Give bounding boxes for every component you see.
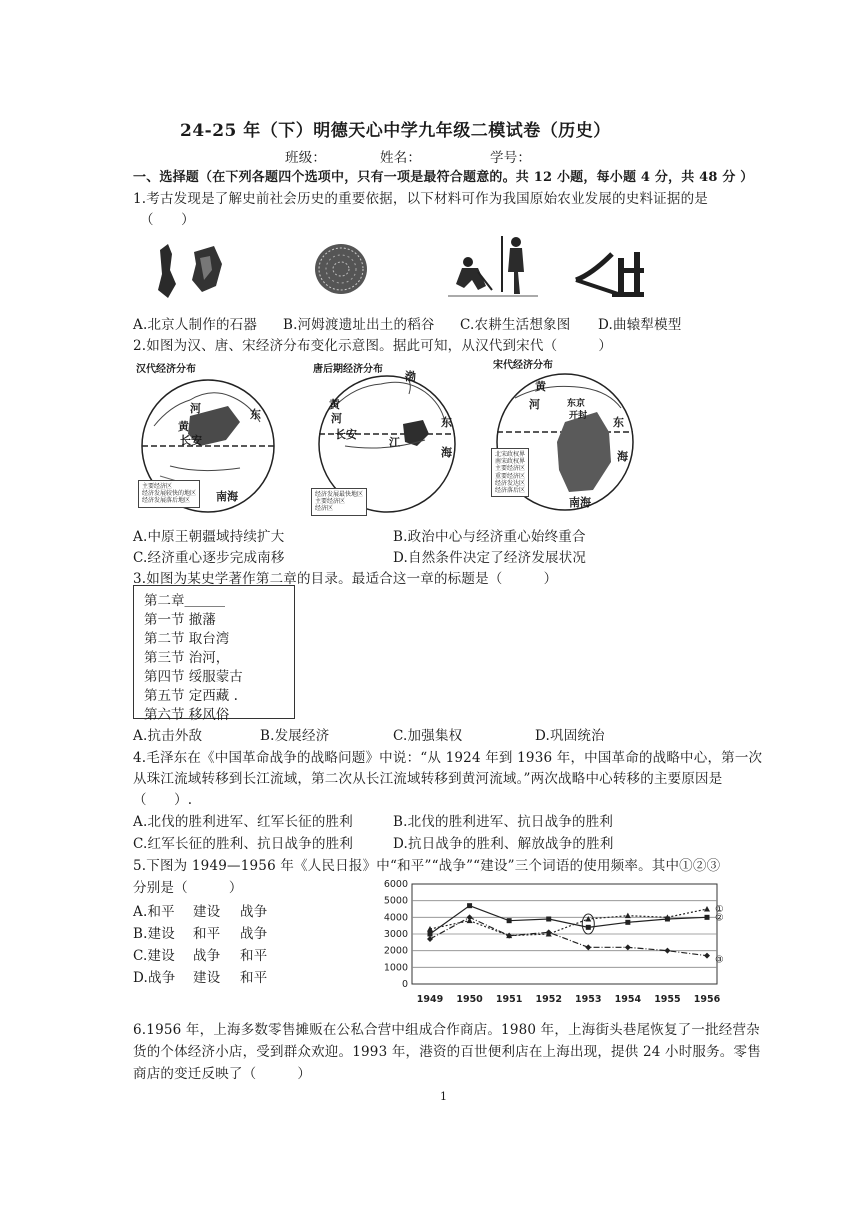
song-label-river: 河 (529, 398, 540, 411)
q6-stem-line1: 6.1956 年，上海多数零售摊贩在公私合营中组成合作商店。1980 年，上海街头巷尾恢复了一批经营杂 (133, 1022, 760, 1038)
data-point (546, 917, 551, 922)
q5-option-d-1: D.战争 (133, 970, 176, 986)
toc-section: 第四节 绥服蒙古 (144, 669, 243, 685)
han-label-east: 东 (250, 408, 261, 421)
q5-option-c-2: 战争 (193, 948, 221, 964)
farming-scene-image (448, 232, 538, 302)
q4-option-c: C.红军长征的胜利、抗日战争的胜利 (133, 836, 354, 852)
x-tick-label: 1950 (456, 994, 483, 1005)
y-tick-label: 3000 (383, 929, 408, 940)
q2-stem: 2.如图为汉、唐、宋经济分布变化示意图。据此可知，从汉代到宋代（ ） (133, 338, 613, 354)
word-frequency-line-chart (372, 876, 742, 1010)
page-number: 1 (440, 1090, 448, 1103)
name-label: 姓名： (380, 150, 422, 166)
q5-stem-line2: 分别是（ ） (133, 880, 243, 896)
q3-option-b: B.发展经济 (260, 728, 330, 744)
x-tick-label: 1951 (495, 994, 523, 1005)
song-legend-item: 经济落后区 (495, 487, 526, 495)
song-label-dongjing: 东京 (567, 399, 586, 409)
tang-label-east: 东 (441, 416, 452, 429)
song-economy-map (485, 352, 645, 520)
song-legend-item: 主要经济区 (495, 465, 526, 473)
song-map-legend (491, 448, 529, 497)
tang-label-changan: 长安 (335, 428, 357, 441)
curved-plow-image (572, 244, 652, 300)
data-point (704, 953, 710, 959)
x-tick-label: 1956 (693, 994, 721, 1005)
number-label: 学号： (490, 150, 532, 166)
q2-option-a: A.中原王朝疆域持续扩大 (133, 529, 285, 545)
tang-label-sea: 海 (441, 446, 452, 459)
y-tick-label: 6000 (383, 879, 408, 890)
q1-option-b: B.河姆渡遗址出土的稻谷 (283, 317, 435, 333)
y-tick-label: 4000 (383, 912, 408, 924)
han-label-changan: 长安 (180, 434, 202, 447)
q5-option-b-1: B.建设 (133, 926, 176, 942)
q5-option-a-2: 建设 (193, 904, 221, 920)
x-tick-label: 1955 (654, 994, 681, 1005)
tang-map-legend (311, 488, 367, 516)
q5-stem-line1: 5.下图为 1949—1956 年《人民日报》中“和平”“战争”“建设”三个词语的使用频率。其中①②③ (133, 858, 721, 874)
q4-option-a: A.北伐的胜利进军、红军长征的胜利 (133, 814, 353, 830)
exam-title: 24-25 年（下）明德天心中学九年级二模试卷（历史） (180, 121, 611, 141)
q6-stem-line2: 货的个体经济小店，受到群众欢迎。1993 年，港资的百世便利店在上海出现，提供 24 小时服务。零售 (133, 1044, 761, 1060)
series-label: ③ (715, 954, 724, 966)
data-point (704, 906, 710, 912)
data-point (427, 926, 433, 932)
chapter-contents-box (133, 585, 295, 723)
tang-map-title: 唐后期经济分布 (313, 364, 383, 375)
q5-option-b-3: 战争 (240, 926, 268, 942)
x-tick-label: 1949 (416, 994, 444, 1005)
y-tick-label: 0 (401, 979, 408, 990)
song-legend-item: 南宋政权界 (495, 458, 526, 466)
tang-label-bo: 渤 (405, 370, 416, 383)
q2-option-d: D.自然条件决定了经济发展状况 (393, 550, 587, 566)
han-legend-item: 经济发展落后地区 (142, 497, 191, 505)
q4-option-d: D.抗日战争的胜利、解放战争的胜利 (393, 836, 614, 852)
song-label-east: 东 (613, 416, 624, 429)
song-legend-item: 重要经济区 (495, 472, 526, 480)
tang-legend-item: 经济发展最快地区 (315, 491, 364, 498)
han-map-title: 汉代经济分布 (136, 364, 196, 375)
data-point (665, 917, 670, 922)
song-legend-item: 经济发达区 (495, 479, 526, 487)
y-tick-label: 1000 (383, 962, 408, 974)
han-label-river: 河 (190, 402, 201, 415)
data-point (586, 925, 591, 930)
han-economy-map (130, 356, 285, 516)
q6-stem-line3: 商店的变迁反映了（ ） (133, 1066, 312, 1082)
series-label: ② (715, 912, 724, 924)
data-point (625, 913, 631, 919)
song-label-sea: 海 (617, 450, 628, 463)
x-tick-label: 1953 (575, 994, 602, 1005)
q5-option-c-1: C.建设 (133, 948, 175, 964)
tang-label-river: 河 (331, 412, 342, 425)
q4-stem-line3: （ ）. (133, 792, 193, 808)
data-point (507, 918, 512, 923)
toc-section: 第一节 撤藩 (144, 612, 216, 628)
data-point (585, 944, 591, 950)
q5-option-a-3: 战争 (240, 904, 268, 920)
data-point (428, 932, 433, 937)
tang-label-jiang: 江 (389, 436, 400, 449)
q5-option-b-2: 和平 (193, 926, 221, 942)
data-point (467, 903, 472, 908)
q5-option-d-3: 和平 (240, 970, 268, 986)
tang-legend-item: 经济区 (315, 505, 334, 513)
q3-option-c: C.加强集权 (393, 728, 463, 744)
han-map-legend (138, 480, 200, 508)
series-label: ① (715, 904, 724, 915)
song-label-southsea: 南海 (569, 496, 591, 509)
toc-section: 第三节 治河， (144, 650, 230, 666)
data-point (427, 936, 433, 942)
q3-option-a: A.抗击外敌 (133, 728, 203, 744)
q4-stem-line1: 4.毛泽东在《中国革命战争的战略问题》中说：“从 1924 年到 1936 年，中国革命的战略中心，第一次 (133, 750, 763, 766)
toc-section: 第五节 定西藏 . (144, 688, 238, 704)
q2-option-b: B.政治中心与经济重心始终重合 (393, 529, 586, 545)
han-label-southsea: 南海 (216, 490, 238, 503)
q4-stem-line2: 从珠江流域转移到长江流域，第二次从长江流域转移到黄河流域。”两次战略中心转移的主要原因是 (133, 771, 723, 787)
toc-section: 第二节 取台湾 (144, 631, 230, 647)
data-point (664, 948, 670, 954)
song-label-kaifeng: 开封 (569, 411, 588, 421)
data-point (585, 916, 591, 922)
q2-option-c: C.经济重心逐步完成南移 (133, 550, 285, 566)
q1-stem-line1: 1.考古发现是了解史前社会历史的重要依据，以下材料可作为我国原始农业发展的史料证据的是 (133, 191, 708, 207)
y-tick-label: 5000 (383, 895, 408, 907)
data-point (705, 915, 710, 920)
song-label-yellow: 黄 (535, 380, 546, 393)
han-legend-item: 主要经济区 (142, 483, 173, 490)
q1-option-d: D.曲辕犁模型 (598, 317, 682, 333)
data-point (467, 914, 473, 920)
song-map-title: 宋代经济分布 (493, 360, 553, 371)
q3-option-d: D.巩固统治 (535, 728, 605, 744)
q1-option-c: C.农耕生活想象图 (460, 317, 571, 333)
q1-stem-line2: （ ） (140, 212, 195, 228)
rice-grain-image (310, 240, 372, 298)
han-label-yellow: 黄 (178, 420, 189, 433)
tang-legend-item: 主要经济区 (315, 498, 346, 506)
q5-option-c-3: 和平 (240, 948, 268, 964)
x-tick-label: 1952 (535, 994, 562, 1005)
toc-chapter: 第二章＿＿＿ (144, 593, 225, 609)
q4-option-b: B.北伐的胜利进军、抗日战争的胜利 (393, 814, 614, 830)
toc-section: 第六节 移风俗 (144, 707, 230, 723)
q5-option-a-1: A.和平 (133, 904, 175, 920)
stone-tool-image (150, 240, 230, 302)
data-point (625, 944, 631, 950)
class-label: 班级： (285, 150, 327, 166)
han-legend-item: 经济发展较快的地区 (142, 490, 197, 498)
tang-label-yellow: 黄 (329, 398, 340, 411)
q3-stem: 3.如图为某史学著作第二章的目录。最适合这一章的标题是（ ） (133, 571, 558, 587)
song-legend-item: 北宋政权界 (495, 451, 526, 458)
x-tick-label: 1954 (614, 994, 642, 1005)
section-heading: 一、选择题（在下列各题四个选项中，只有一项是最符合题意的。共 12 小题，每小题 4 分，共 48 分 ） (133, 170, 754, 185)
tang-economy-map (305, 356, 465, 524)
q5-option-d-2: 建设 (193, 970, 221, 986)
y-tick-label: 2000 (383, 945, 408, 957)
q1-option-a: A.北京人制作的石器 (133, 317, 258, 333)
data-point (625, 920, 630, 925)
